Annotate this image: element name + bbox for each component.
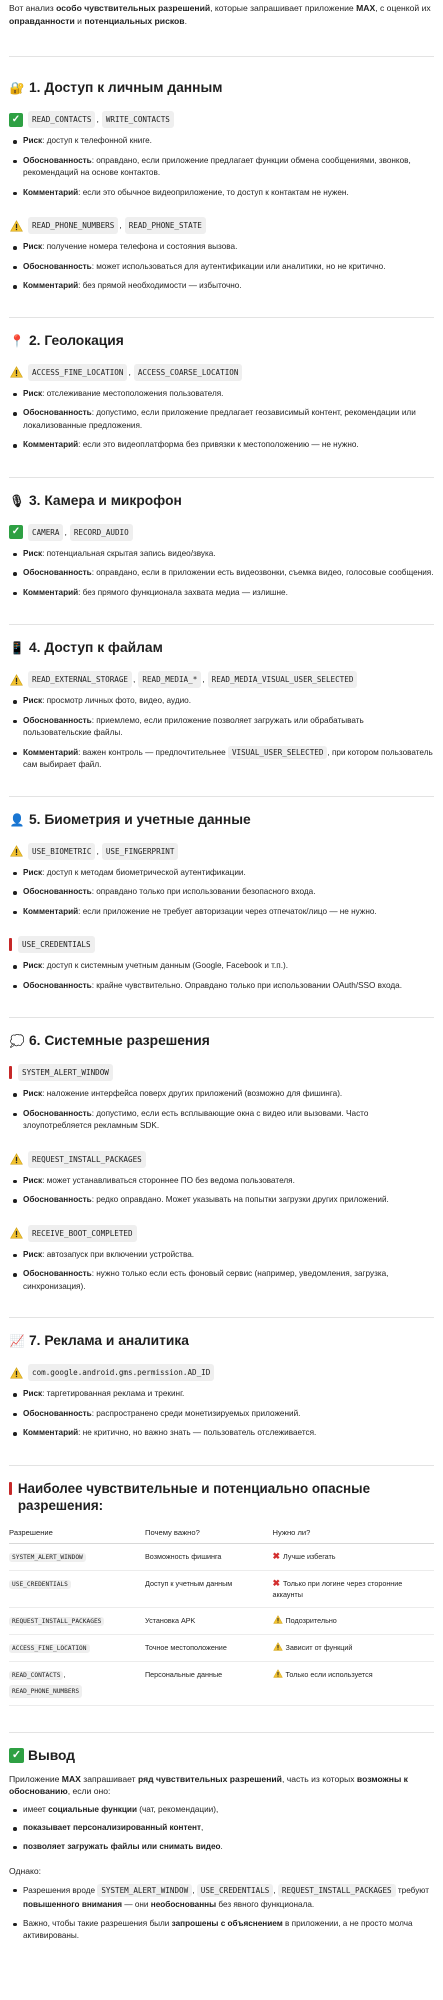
permission-code: REQUEST_INSTALL_PACKAGES [28, 1151, 146, 1168]
check-icon: ✓ [9, 525, 23, 539]
permission-code: USE_FINGERPRINT [102, 843, 179, 860]
list-item: Важно, чтобы такие разрешения были запрошены с объяснением в приложении, а не просто молча активированы. [23, 1918, 434, 1943]
warning-icon [9, 365, 23, 379]
warning-icon [9, 844, 23, 858]
table-cell: Доступ к учетным данным [145, 1570, 273, 1607]
divider [9, 1317, 434, 1318]
bullet-list [9, 241, 434, 293]
section-ads [9, 1332, 434, 1440]
bullet-list [9, 388, 434, 452]
list-item: Комментарий: важен контроль — предпочтительнее VISUAL_USER_SELECTED , при котором пользователь сам выбирает файл. [23, 747, 434, 772]
bullet-list [9, 1804, 434, 1854]
permission-group [9, 1151, 434, 1168]
bullet-list [9, 695, 434, 772]
table-cell: Точное местоположение [145, 1634, 273, 1661]
section-title: 📱 4. Доступ к файлам [9, 640, 163, 655]
list-item: Риск: может устанавливаться стороннее ПО без ведома пользователя. [23, 1175, 434, 1188]
microphone-icon: 🎙 [9, 493, 25, 508]
list-item: Риск: потенциальная скрытая запись видео/звука. [23, 548, 434, 561]
permission-code: SYSTEM_ALERT_WINDOW [9, 1553, 86, 1562]
permission-code: USE_CREDENTIALS [9, 1580, 71, 1589]
list-item: Риск: доступ к системным учетным данным (Google, Facebook и т.п.). [23, 960, 434, 973]
permission-group [9, 1364, 434, 1381]
summary-table [9, 1528, 434, 1706]
list-item: Риск: отслеживание местоположения пользователя. [23, 388, 434, 401]
list-item: Обоснованность: оправдано, если в приложении есть видеозвонки, съемка видео, голосовые сообщения. [23, 567, 434, 580]
table-cell: Возможность фишинга [145, 1543, 273, 1570]
check-icon: ✓ [9, 1748, 24, 1763]
section-title: 🎙 3. Камера и микрофон [9, 492, 182, 508]
divider [9, 624, 434, 625]
permission-code: RECORD_AUDIO [70, 524, 133, 541]
list-item: Риск: автозапуск при включении устройства. [23, 1249, 434, 1262]
list-item: Риск: доступ к телефонной книге. [23, 135, 434, 148]
section-title: ✓ Вывод [9, 1747, 434, 1765]
list-item: Обоснованность: может использоваться для аутентификации или аналитики, но не критично. [23, 261, 434, 274]
list-item: показывает персонализированный контент, [23, 1822, 434, 1835]
permission-code: SYSTEM_ALERT_WINDOW [97, 1884, 192, 1897]
permission-code: SYSTEM_ALERT_WINDOW [18, 1064, 113, 1081]
permission-group [9, 936, 434, 953]
list-item: Обоснованность: нужно только если есть фоновый сервис (например, уведомления, загрузка, синхронизация). [23, 1268, 434, 1293]
list-item: позволяет загружать файлы или снимать видео. [23, 1841, 434, 1854]
permission-code: READ_CONTACTS [9, 1671, 63, 1680]
permission-group [9, 1064, 434, 1081]
list-item: Обоснованность: крайне чувствительно. Оправдано только при использовании OAuth/SSO входа. [23, 980, 434, 993]
section-conclusion [9, 1747, 434, 1943]
warning-icon [9, 1152, 23, 1166]
warning-icon [273, 1642, 283, 1651]
table-cell: Зависит от функций [273, 1634, 435, 1661]
list-item: Разрешения вроде SYSTEM_ALERT_WINDOW , USE_CREDENTIALS , REQUEST_INSTALL_PACKAGES требуют повышенного внимания — они необоснованны без явного функционала. [23, 1884, 434, 1912]
table-cell: ✖ Только при логине через сторонние аккаунты [273, 1570, 435, 1607]
list-item: Риск: наложение интерфейса поверх других приложений (возможно для фишинга). [23, 1088, 434, 1101]
permission-code: READ_PHONE_STATE [125, 217, 206, 234]
permission-code: WRITE_CONTACTS [102, 111, 174, 128]
divider [9, 317, 434, 318]
bullet-list [9, 1884, 434, 1943]
permission-code: VISUAL_USER_SELECTED [228, 746, 327, 759]
list-item: Комментарий: если приложение не требует авторизации через отпечаток/лицо — не нужно. [23, 906, 434, 919]
warning-icon [9, 1226, 23, 1240]
bullet-list [9, 867, 434, 919]
permission-code: REQUEST_INSTALL_PACKAGES [9, 1617, 104, 1626]
table-cell: Подозрительно [273, 1607, 435, 1634]
list-item: Комментарий: если это видеоплатформа без привязки к местоположению — не нужно. [23, 439, 434, 452]
conclusion-text: Однако: [9, 1866, 42, 1876]
divider [9, 477, 434, 478]
warning-icon [273, 1615, 283, 1624]
chart-icon: 📈 [9, 1334, 25, 1348]
permission-code: ACCESS_FINE_LOCATION [28, 364, 127, 381]
table-row [9, 1634, 434, 1661]
divider [9, 1017, 434, 1018]
permission-code: RECEIVE_BOOT_COMPLETED [28, 1225, 137, 1242]
permission-code: ACCESS_FINE_LOCATION [9, 1644, 90, 1653]
section-title: 📍 2. Геолокация [9, 332, 124, 348]
list-item: Обоснованность: допустимо, если приложение предлагает геозависимый контент, рекомендации или локализованные предложения. [23, 407, 434, 432]
list-item: имеет социальные функции (чат, рекомендации), [23, 1804, 434, 1817]
table-cell: Только если используется [273, 1661, 435, 1705]
location-pin-icon: 📍 [9, 333, 25, 348]
permission-code: READ_MEDIA_* [138, 671, 201, 688]
section-title: 🔐 1. Доступ к личным данным [9, 80, 223, 95]
section-title: Наиболее чувствительные и потенциально опасные разрешения: [9, 1480, 434, 1514]
conclusion-text: Приложение MAX запрашивает ряд чувствительных разрешений, часть из которых возможны к обоснованию, если оно: [9, 1773, 408, 1796]
permission-group: ✓ CAMERA , RECORD_AUDIO [9, 524, 434, 541]
bullet-list [9, 1175, 434, 1207]
table-cell: ✖ Лучше избегать [273, 1543, 435, 1570]
permission-code: READ_EXTERNAL_STORAGE [28, 671, 132, 688]
section-title: 💭 6. Системные разрешения [9, 1033, 210, 1048]
warning-icon [273, 1669, 283, 1678]
divider [9, 1732, 434, 1733]
section-files [9, 639, 434, 772]
list-item: Риск: таргетированная реклама и трекинг. [23, 1388, 434, 1401]
list-item: Обоснованность: допустимо, если есть всплывающие окна с видео или вызовами. Часто злоупотребляется рекламным SDK. [23, 1108, 434, 1133]
table-row [9, 1570, 434, 1607]
intro-text: Вот анализ особо чувствительных разрешений, которые запрашивает приложение MAX, с оценкой их оправданности и потенциальных рисков. [9, 3, 431, 26]
permission-group [9, 1225, 434, 1242]
list-item: Комментарий: если это обычное видеоприложение, то доступ к контактам не нужен. [23, 187, 434, 200]
list-item: Обоснованность: оправдано, если приложение предлагает функции обмена сообщениями, звонков, рекомендаций на основе контактов. [23, 155, 434, 180]
table-row [9, 1607, 434, 1634]
permission-code: USE_BIOMETRIC [28, 843, 95, 860]
user-icon: 👤 [9, 812, 25, 827]
speech-bubble-icon: 💭 [9, 1034, 25, 1048]
permission-code: USE_CREDENTIALS [197, 1884, 274, 1897]
permission-group: ACCESS_FINE_LOCATION , ACCESS_COARSE_LOCATION [9, 364, 434, 381]
bullet-list [9, 548, 434, 600]
permission-code: READ_PHONE_NUMBERS [28, 217, 118, 234]
section-title: 📈 7. Реклама и аналитика [9, 1333, 189, 1348]
table-row: READ_CONTACTS , READ_PHONE_NUMBERS Персональные данные Только если используется [9, 1661, 434, 1705]
list-item: Комментарий: без прямого функционала захвата медиа — излишне. [23, 587, 434, 600]
list-item: Обоснованность: приемлемо, если приложение позволяет загружать или обрабатывать пользовательские файлы. [23, 715, 434, 740]
danger-marker-icon [9, 1482, 12, 1495]
check-icon: ✓ [9, 113, 23, 127]
warning-icon [9, 1366, 23, 1380]
section-title: 👤 5. Биометрия и учетные данные [9, 811, 251, 827]
bullet-list [9, 1388, 434, 1440]
list-item: Комментарий: не критично, но важно знать — пользователь отслеживается. [23, 1427, 434, 1440]
column-header: Почему важно? [145, 1528, 273, 1544]
section-geolocation [9, 332, 434, 452]
section-camera-mic [9, 492, 434, 600]
permission-code: READ_CONTACTS [28, 111, 95, 128]
section-personal-data [9, 79, 434, 293]
section-summary [9, 1480, 434, 1706]
list-item: Риск: доступ к методам биометрической аутентификации. [23, 867, 434, 880]
permission-code: READ_PHONE_NUMBERS [9, 1685, 82, 1698]
permission-code: REQUEST_INSTALL_PACKAGES [278, 1884, 396, 1897]
divider [9, 1465, 434, 1466]
list-item: Обоснованность: распространено среди монетизируемых приложений. [23, 1408, 434, 1421]
warning-icon [9, 673, 23, 687]
lock-icon: 🔐 [9, 81, 25, 95]
section-biometrics [9, 811, 434, 993]
permission-group: USE_BIOMETRIC , USE_FINGERPRINT [9, 843, 434, 860]
cross-icon: ✖ [272, 1550, 281, 1561]
warning-icon [9, 219, 23, 233]
list-item: Обоснованность: редко оправдано. Может указывать на попытки загрузки других приложений. [23, 1194, 434, 1207]
list-item: Риск: получение номера телефона и состояния вызова. [23, 241, 434, 254]
permission-group: READ_PHONE_NUMBERS , READ_PHONE_STATE [9, 217, 434, 234]
permission-code: READ_MEDIA_VISUAL_USER_SELECTED [208, 671, 358, 688]
permission-group: READ_EXTERNAL_STORAGE , READ_MEDIA_* , READ_MEDIA_VISUAL_USER_SELECTED [9, 671, 434, 688]
bullet-list [9, 135, 434, 199]
divider [9, 796, 434, 797]
divider [9, 56, 434, 57]
list-item: Обоснованность: оправдано только при использовании безопасного входа. [23, 886, 434, 899]
permission-code: ACCESS_COARSE_LOCATION [134, 364, 243, 381]
table-header-row [9, 1528, 434, 1544]
phone-icon: 📱 [9, 641, 25, 655]
column-header: Разрешение [9, 1528, 145, 1544]
list-item: Комментарий: без прямой необходимости — избыточно. [23, 280, 434, 293]
cross-icon: ✖ [272, 1577, 281, 1588]
bullet-list [9, 1088, 434, 1133]
section-system [9, 1032, 434, 1293]
permission-group: ✓ READ_CONTACTS , WRITE_CONTACTS [9, 111, 434, 128]
permission-code: com.google.android.gms.permission.AD_ID [28, 1364, 214, 1381]
permission-code: USE_CREDENTIALS [18, 936, 95, 953]
column-header: Нужно ли? [273, 1528, 435, 1544]
danger-marker-icon [9, 1066, 12, 1079]
bullet-list [9, 1249, 434, 1294]
table-cell: Установка APK [145, 1607, 273, 1634]
list-item: Риск: просмотр личных фото, видео, аудио. [23, 695, 434, 708]
danger-marker-icon [9, 938, 12, 951]
permission-code: CAMERA [28, 524, 63, 541]
bullet-list [9, 960, 434, 992]
table-row [9, 1543, 434, 1570]
table-cell: Персональные данные [145, 1661, 273, 1705]
